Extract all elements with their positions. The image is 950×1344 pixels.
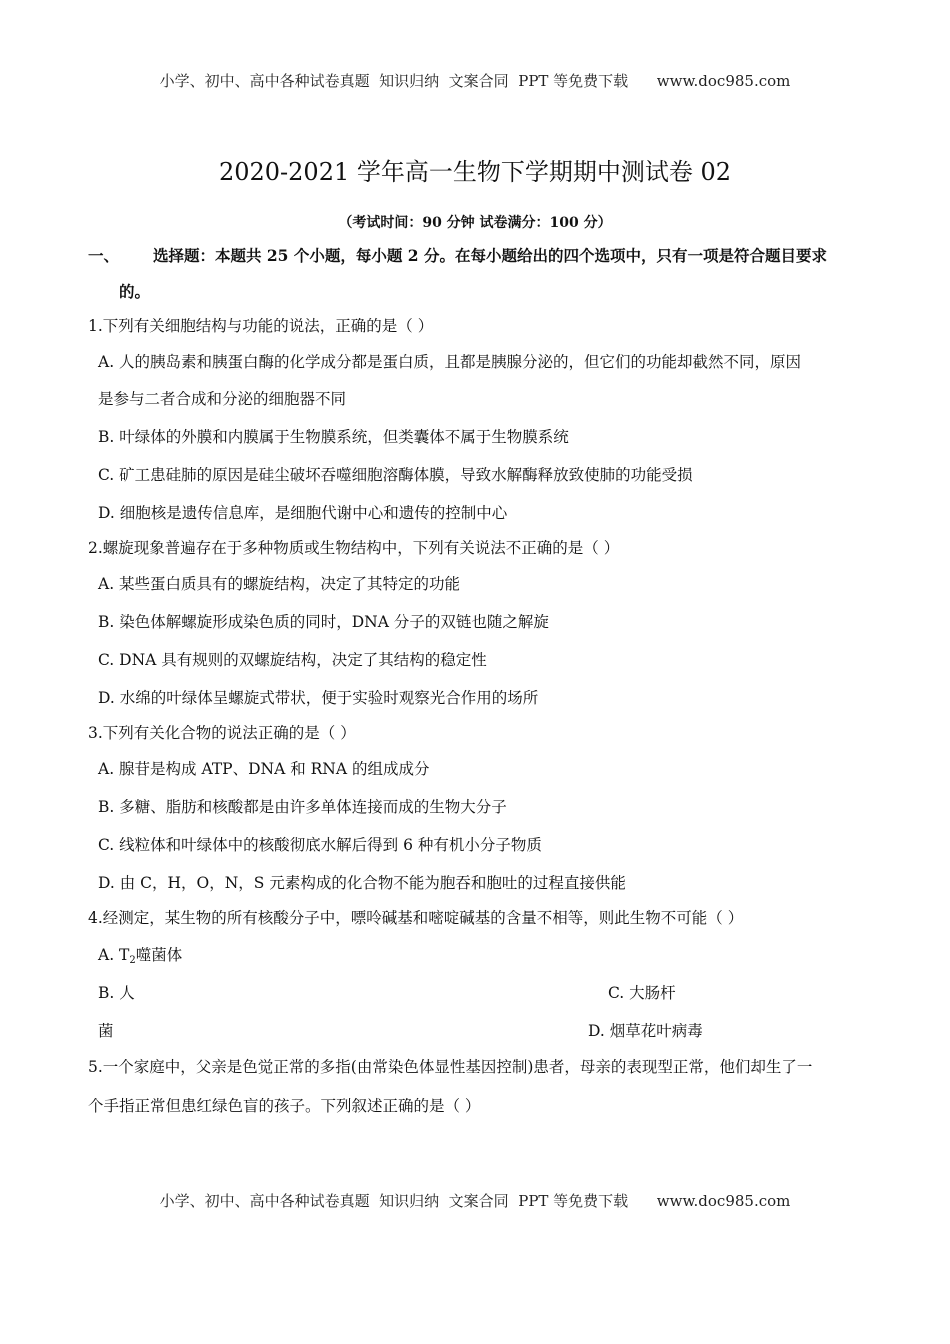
question-3-option-c: C. 线粒体和叶绿体中的核酸彻底水解后得到 6 种有机小分子物质 (98, 836, 542, 854)
exam-subtitle: （考试时间：90 分钟 试卷满分：100 分） (338, 215, 612, 231)
question-3-option-b: B. 多糖、脂肪和核酸都是由许多单体连接而成的生物大分子 (98, 798, 507, 816)
question-2-option-a: A. 某些蛋白质具有的螺旋结构，决定了其特定的功能 (98, 575, 461, 593)
question-3-option-d: D. 由 C，H，O，N，S 元素构成的化合物不能为胞吞和胞吐的过程直接供能 (98, 874, 626, 892)
page-header: 小学、初中、高中各种试卷真题 知识归纳 文案合同 PPT 等免费下载 www.doc985.com (159, 72, 791, 90)
section-instructions: 选择题：本题共 25 个小题，每小题 2 分。在每小题给出的四个选项中，只有一项是符合题目要求 (153, 246, 827, 265)
section-number: 一、 (88, 246, 120, 265)
question-1-option-d: D. 细胞核是遗传信息库，是细胞代谢中心和遗传的控制中心 (98, 504, 508, 522)
question-5-stem: 5.一个家庭中，父亲是色觉正常的多指(由常染色体显性基因控制)患者，母亲的表现型正常，他们却生了一 (88, 1058, 813, 1076)
question-2-option-b: B. 染色体解螺旋形成染色质的同时，DNA 分子的双链也随之解旋 (98, 613, 549, 631)
question-2-option-c: C. DNA 具有规则的双螺旋结构，决定了其结构的稳定性 (98, 651, 487, 669)
question-5-stem-cont: 个手指正常但患红绿色盲的孩子。下列叙述正确的是（ ） (88, 1097, 481, 1115)
question-4-stem: 4.经测定，某生物的所有核酸分子中，嘌呤碱基和嘧啶碱基的含量不相等，则此生物不可能（ ） (88, 909, 744, 927)
section-instructions-cont: 的。 (119, 282, 151, 301)
exam-title: 2020-2021 学年高一生物下学期期中测试卷 02 (218, 158, 732, 186)
question-2-stem: 2.螺旋现象普遍存在于多种物质或生物结构中，下列有关说法不正确的是（ ） (88, 539, 620, 557)
question-2-option-d: D. 水绵的叶绿体呈螺旋式带状，便于实验时观察光合作用的场所 (98, 689, 539, 707)
question-1-option-b: B. 叶绿体的外膜和内膜属于生物膜系统，但类囊体不属于生物膜系统 (98, 428, 569, 446)
question-1-stem: 1.下列有关细胞结构与功能的说法，正确的是（ ） (88, 317, 434, 335)
question-4-option-a: A. T2噬菌体 (98, 946, 183, 966)
question-4-option-c-cont: 菌 (98, 1022, 114, 1040)
question-4-option-b: B. 人 (98, 984, 135, 1002)
question-3-stem: 3.下列有关化合物的说法正确的是（ ） (88, 724, 356, 742)
question-1-option-c: C. 矿工患硅肺的原因是硅尘破坏吞噬细胞溶酶体膜，导致水解酶释放致使肺的功能受损 (98, 466, 693, 484)
question-1-option-a-cont: 是参与二者合成和分泌的细胞器不同 (98, 390, 347, 408)
page-footer: 小学、初中、高中各种试卷真题 知识归纳 文案合同 PPT 等免费下载 www.doc985.com (159, 1192, 791, 1210)
question-1-option-a: A. 人的胰岛素和胰蛋白酶的化学成分都是蛋白质，且都是胰腺分泌的，但它们的功能却截然不同，原因 (98, 353, 802, 371)
question-3-option-a: A. 腺苷是构成 ATP、DNA 和 RNA 的组成成分 (98, 760, 430, 778)
question-4-option-d: D. 烟草花叶病毒 (588, 1022, 703, 1040)
question-4-option-c: C. 大肠杆 (608, 984, 676, 1002)
